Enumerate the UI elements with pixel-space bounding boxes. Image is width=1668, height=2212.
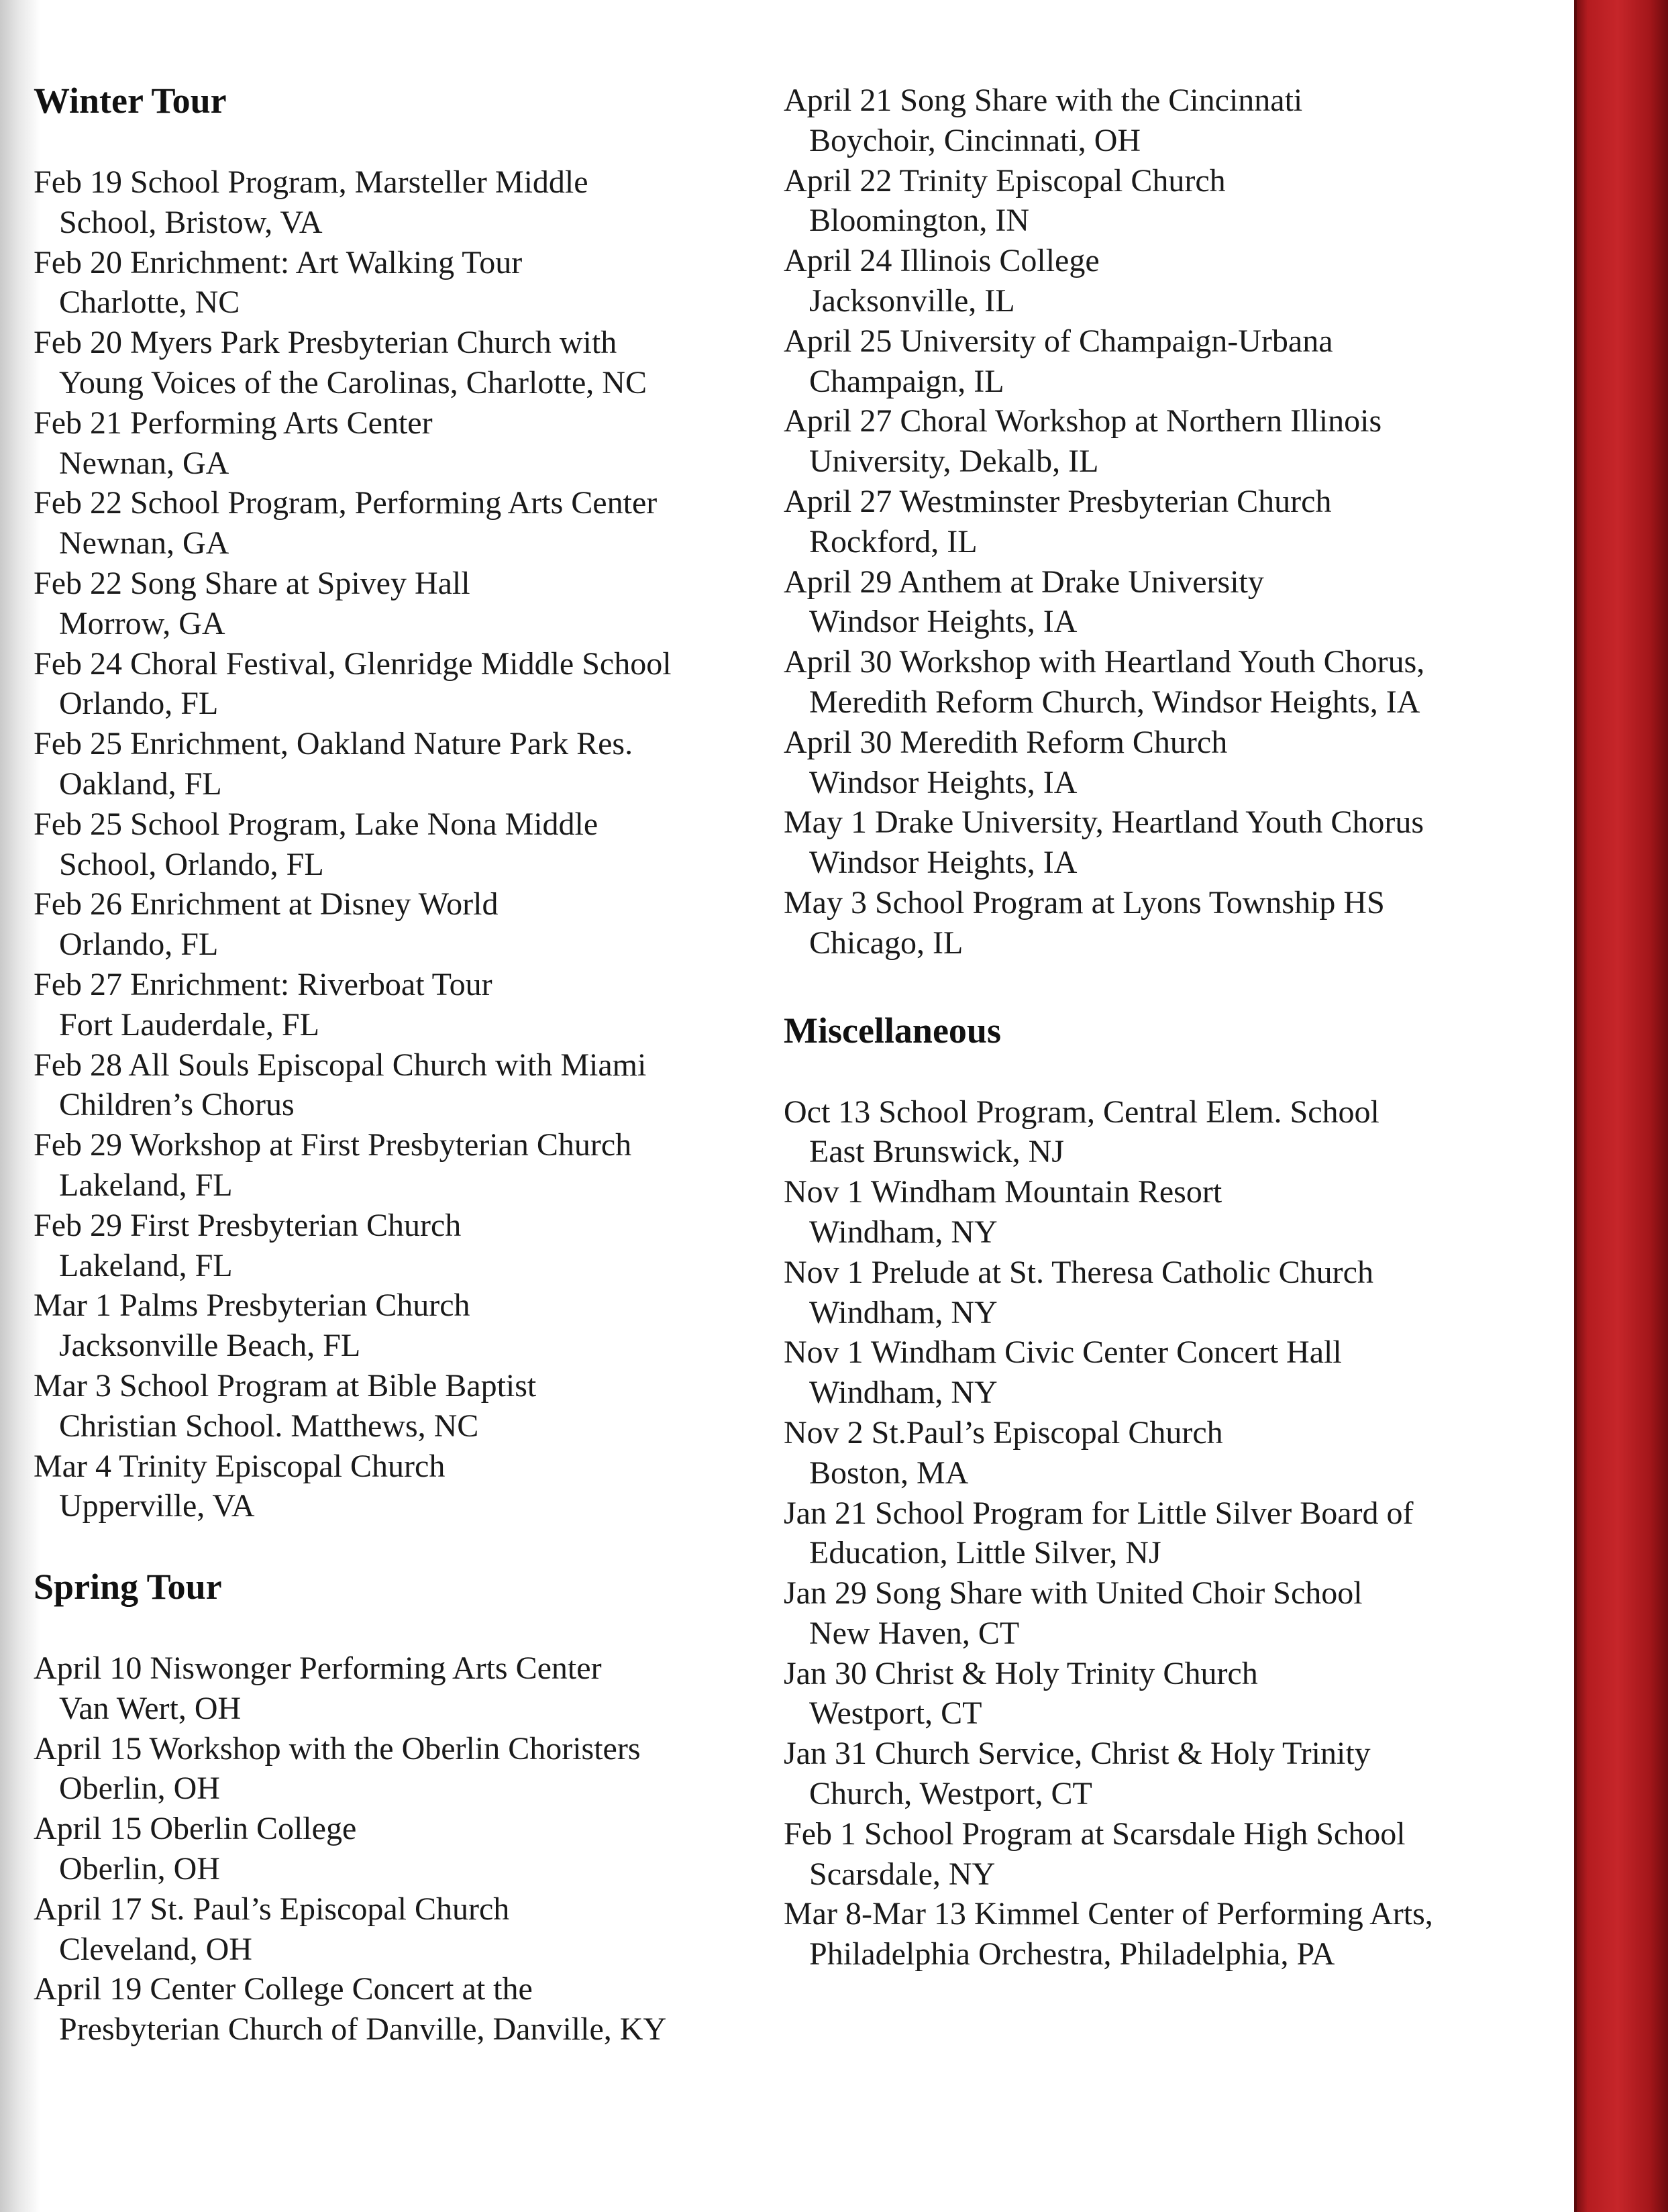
entry-first-line	[784, 1573, 1555, 1614]
entry-date: April 21	[784, 83, 892, 118]
schedule-entry	[34, 483, 745, 564]
entry-location: Newnan, GA	[59, 445, 229, 481]
entry-first-line	[784, 723, 1555, 763]
schedule-entry	[784, 1253, 1555, 1333]
entry-first-line	[34, 1889, 745, 1930]
schedule-entry	[34, 1125, 745, 1206]
entry-location: Newnan, GA	[59, 525, 229, 562]
entry-location: School, Orlando, FL	[59, 846, 324, 882]
entry-first-line	[34, 1729, 745, 1769]
schedule-entry	[34, 1206, 745, 1286]
entry-first-line	[34, 1969, 745, 2009]
entry-first-line	[784, 241, 1555, 281]
entry-location: Morrow, GA	[59, 605, 225, 641]
entry-event: Choral Festival, Glenridge Middle School	[130, 645, 672, 682]
entry-location: Cleveland, OH	[59, 1931, 252, 1967]
schedule-entry	[34, 1889, 745, 1970]
entry-location: Windham, NY	[809, 1294, 998, 1330]
entry-location: Champaign, IL	[809, 363, 1004, 399]
entry-event: Workshop with the Oberlin Choristers	[149, 1730, 641, 1767]
entry-event: Center College Concert at the	[150, 1971, 533, 2007]
entry-first-line	[34, 243, 745, 283]
entry-list	[34, 162, 745, 1526]
section-spring-tour	[34, 1567, 745, 2050]
schedule-entry	[34, 724, 745, 804]
entry-first-line	[784, 1253, 1555, 1293]
entry-event: Trinity Episcopal Church	[119, 1448, 446, 1484]
entry-event: School Program at Scarsdale High School	[864, 1815, 1406, 1852]
entry-location: Fort Lauderdale, FL	[59, 1006, 319, 1043]
schedule-entry	[34, 1285, 745, 1366]
entry-date: Feb 29	[34, 1127, 122, 1163]
entry-event: Trinity Episcopal Church	[899, 162, 1226, 199]
schedule-entry	[784, 642, 1555, 723]
schedule-entry	[784, 482, 1555, 562]
schedule-entry	[784, 1092, 1555, 1173]
entry-location: Boston, MA	[809, 1455, 969, 1491]
entry-date: Nov 1	[784, 1334, 864, 1371]
entry-date: Jan 21	[784, 1495, 867, 1531]
entry-first-line	[34, 1809, 745, 1849]
entry-date: April 27	[784, 483, 892, 519]
entry-event: School Program at Bible Baptist	[119, 1367, 537, 1404]
entry-first-line	[34, 1366, 745, 1406]
entry-event: Westminster Presbyterian Church	[899, 483, 1332, 519]
entry-event: Workshop at First Presbyterian Church	[129, 1127, 632, 1163]
schedule-entry	[784, 81, 1555, 161]
entry-date: Feb 25	[34, 806, 122, 842]
entry-location: Presbyterian Church of Danville, Danville, KY	[59, 2011, 667, 2048]
section-title: Miscellaneous	[784, 1010, 1001, 1051]
schedule-entry	[784, 562, 1555, 643]
entry-date: Jan 31	[784, 1736, 867, 1772]
entry-event: Meredith Reform Church	[900, 724, 1228, 760]
entry-date: Feb 22	[34, 565, 122, 601]
entry-date: Feb 1	[784, 1815, 856, 1852]
entry-location: Young Voices of the Carolinas, Charlotte, NC	[59, 364, 647, 401]
entry-event: University of Champaign-Urbana	[900, 323, 1333, 359]
entry-location: Windsor Heights, IA	[809, 604, 1078, 640]
entry-first-line	[34, 564, 745, 604]
entry-location: Oakland, FL	[59, 766, 222, 802]
entry-date: Feb 20	[34, 325, 122, 361]
entry-first-line	[784, 1172, 1555, 1212]
entry-event: St.Paul’s Episcopal Church	[871, 1414, 1223, 1451]
schedule-entry	[784, 1654, 1555, 1734]
entry-first-line	[784, 802, 1555, 843]
entry-location: Education, Little Silver, NJ	[809, 1535, 1161, 1571]
entry-location: Windsor Heights, IA	[809, 764, 1078, 800]
entry-first-line	[34, 1285, 745, 1326]
entry-first-line	[784, 321, 1555, 362]
entry-date: Mar 3	[34, 1367, 111, 1404]
right-column	[784, 81, 1555, 2015]
entry-location: Lakeland, FL	[59, 1247, 233, 1283]
entry-date: Feb 26	[34, 886, 122, 923]
schedule-entry	[34, 1045, 745, 1126]
entry-event: School Program at Lyons Township HS	[874, 884, 1385, 920]
entry-first-line	[784, 642, 1555, 682]
entry-first-line	[34, 644, 745, 684]
entry-date: May 3	[784, 884, 867, 920]
entry-event: Song Share at Spivey Hall	[130, 565, 470, 601]
schedule-entry	[784, 161, 1555, 242]
entry-date: Mar 8-Mar 13	[784, 1896, 966, 1932]
entry-event: Palms Presbyterian Church	[119, 1287, 470, 1324]
entry-date: Nov 1	[784, 1254, 864, 1290]
section-title: Winter Tour	[34, 81, 227, 121]
entry-location: Charlotte, NC	[59, 284, 240, 321]
schedule-entry	[784, 321, 1555, 402]
schedule-entry	[34, 1648, 745, 1729]
entry-first-line	[34, 323, 745, 363]
schedule-entry	[34, 243, 745, 323]
schedule-entry	[34, 1446, 745, 1527]
entry-date: Jan 29	[784, 1575, 867, 1612]
entry-location: Orlando, FL	[59, 927, 219, 963]
entry-event: Performing Arts Center	[130, 405, 433, 441]
entry-list	[34, 1648, 745, 2050]
entry-date: Feb 24	[34, 645, 122, 682]
entry-event: Illinois College	[900, 243, 1100, 279]
entry-first-line	[784, 1332, 1555, 1373]
entry-date: Nov 1	[784, 1174, 864, 1210]
schedule-entry	[34, 564, 745, 644]
entry-location: Jacksonville Beach, FL	[59, 1328, 361, 1364]
entry-location: University, Dekalb, IL	[809, 443, 1099, 480]
schedule-entry	[34, 162, 745, 243]
entry-first-line	[34, 162, 745, 203]
entry-first-line	[784, 1413, 1555, 1453]
entry-location: School, Bristow, VA	[59, 204, 323, 240]
entry-location: Upperville, VA	[59, 1488, 255, 1524]
entry-event: Workshop with Heartland Youth Chorus,	[899, 644, 1425, 680]
entry-location: Lakeland, FL	[59, 1167, 233, 1203]
entry-date: Feb 27	[34, 966, 122, 1002]
entry-first-line	[34, 1206, 745, 1246]
entry-first-line	[784, 1092, 1555, 1133]
schedule-entry	[784, 1573, 1555, 1654]
entry-date: Feb 19	[34, 164, 122, 200]
entry-event: Choral Workshop at Northern Illinois	[900, 403, 1382, 439]
entry-location: Meredith Reform Church, Windsor Heights, IA	[809, 684, 1420, 720]
entry-location: Scarsdale, NY	[809, 1856, 996, 1892]
entry-date: April 25	[784, 323, 892, 359]
entry-location: Orlando, FL	[59, 686, 219, 722]
entry-location: New Haven, CT	[809, 1615, 1020, 1651]
entry-first-line	[784, 401, 1555, 441]
entry-date: Oct 13	[784, 1094, 871, 1130]
entry-event: School Program, Marsteller Middle	[130, 164, 588, 200]
entry-event: Anthem at Drake University	[898, 564, 1264, 600]
entry-event: Drake University, Heartland Youth Chorus	[874, 804, 1424, 841]
entry-first-line	[784, 81, 1555, 121]
schedule-entry	[784, 1172, 1555, 1253]
entry-date: April 17	[34, 1891, 142, 1927]
entry-first-line	[34, 483, 745, 523]
entry-event: School Program, Performing Arts Center	[130, 485, 658, 521]
schedule-entry	[784, 1734, 1555, 1814]
entry-first-line	[34, 884, 745, 925]
entry-event: Song Share with the Cincinnati	[900, 83, 1303, 118]
schedule-entry	[784, 241, 1555, 321]
entry-location: Windsor Heights, IA	[809, 845, 1078, 881]
entry-date: April 27	[784, 403, 892, 439]
schedule-entry	[34, 1366, 745, 1446]
entry-date: Feb 20	[34, 244, 122, 280]
schedule-entry	[784, 723, 1555, 803]
entry-first-line	[784, 482, 1555, 522]
entry-first-line	[784, 562, 1555, 602]
entry-first-line	[784, 1493, 1555, 1534]
entry-date: Feb 29	[34, 1207, 122, 1243]
entry-date: Feb 28	[34, 1047, 122, 1083]
entry-date: April 29	[784, 564, 892, 600]
schedule-entry	[34, 644, 745, 725]
entry-location: Boychoir, Cincinnati, OH	[809, 122, 1141, 158]
schedule-entry	[784, 401, 1555, 482]
entry-date: April 30	[784, 724, 892, 760]
entry-first-line	[34, 1125, 745, 1165]
schedule-entry	[34, 884, 745, 965]
schedule-entry	[784, 1413, 1555, 1493]
entry-event: Enrichment: Riverboat Tour	[130, 966, 492, 1002]
section-winter-tour	[34, 81, 745, 1526]
entry-first-line	[784, 1654, 1555, 1694]
book-spine	[1577, 0, 1668, 2212]
schedule-entry	[34, 1729, 745, 1809]
entry-location: Oberlin, OH	[59, 1851, 220, 1887]
entry-location: Christian School. Matthews, NC	[59, 1408, 479, 1444]
entry-date: April 30	[784, 644, 892, 680]
schedule-entry	[784, 1814, 1555, 1895]
section-miscellaneous	[784, 1010, 1555, 1975]
entry-date: April 24	[784, 243, 892, 279]
entry-first-line	[784, 883, 1555, 923]
entry-date: Mar 1	[34, 1287, 111, 1324]
entry-date: Feb 25	[34, 726, 122, 762]
entry-first-line	[34, 1648, 745, 1689]
entry-event: All Souls Episcopal Church with Miami	[128, 1047, 647, 1083]
entry-event: Enrichment: Art Walking Tour	[130, 244, 523, 280]
entry-event: Prelude at St. Theresa Catholic Church	[871, 1254, 1373, 1290]
entry-event: Church Service, Christ & Holy Trinity	[874, 1736, 1371, 1772]
schedule-entry	[34, 1969, 745, 2050]
schedule-entry	[34, 323, 745, 403]
entry-event: First Presbyterian Church	[130, 1207, 462, 1243]
entry-location: Children’s Chorus	[59, 1087, 295, 1123]
entry-event: Kimmel Center of Performing Arts,	[974, 1896, 1433, 1932]
entry-first-line	[34, 403, 745, 443]
entry-first-line	[784, 1734, 1555, 1774]
schedule-entry	[784, 1332, 1555, 1413]
entry-first-line	[34, 1045, 745, 1086]
schedule-entry	[34, 804, 745, 885]
entry-date: April 15	[34, 1811, 142, 1847]
entry-event: Song Share with United Choir School	[874, 1575, 1363, 1612]
entry-date: April 19	[34, 1971, 142, 2007]
entry-date: Nov 2	[784, 1414, 864, 1451]
entry-event: School Program, Lake Nona Middle	[130, 806, 598, 842]
entry-list	[784, 81, 1555, 963]
entry-location: Bloomington, IN	[809, 203, 1030, 239]
entry-location: Oberlin, OH	[59, 1771, 220, 1807]
entry-date: Mar 4	[34, 1448, 111, 1484]
entry-event: Oberlin College	[150, 1811, 357, 1847]
schedule-entry	[784, 1493, 1555, 1574]
entry-event: Windham Civic Center Concert Hall	[870, 1334, 1342, 1371]
entry-event: St. Paul’s Episcopal Church	[150, 1891, 510, 1927]
entry-first-line	[34, 724, 745, 764]
entry-event: School Program, Central Elem. School	[878, 1094, 1379, 1130]
entry-location: East Brunswick, NJ	[809, 1134, 1064, 1170]
entry-date: April 15	[34, 1730, 142, 1767]
entry-location: Jacksonville, IL	[809, 282, 1015, 319]
entry-date: April 10	[34, 1650, 142, 1687]
entry-event: Myers Park Presbyterian Church with	[130, 325, 617, 361]
entry-date: Jan 30	[784, 1655, 867, 1691]
entry-date: May 1	[784, 804, 867, 841]
entry-location: Windham, NY	[809, 1214, 998, 1250]
entry-event: Niswonger Performing Arts Center	[150, 1650, 602, 1687]
entry-event: Windham Mountain Resort	[870, 1174, 1222, 1210]
schedule-entry	[784, 883, 1555, 963]
schedule-entry	[784, 802, 1555, 883]
entry-first-line	[784, 1894, 1555, 1934]
entry-date: April 22	[784, 162, 892, 199]
entry-location: Chicago, IL	[809, 925, 963, 961]
schedule-entry	[34, 1809, 745, 1889]
entry-first-line	[34, 1446, 745, 1487]
entry-location: Van Wert, OH	[59, 1690, 242, 1726]
entry-first-line	[784, 161, 1555, 201]
entry-date: Feb 22	[34, 485, 122, 521]
entry-location: Church, Westport, CT	[809, 1776, 1092, 1812]
entry-event: Enrichment at Disney World	[130, 886, 499, 923]
section-title: Spring Tour	[34, 1567, 222, 1608]
entry-location: Windham, NY	[809, 1375, 998, 1411]
schedule-entry	[784, 1894, 1555, 1974]
entry-first-line	[34, 804, 745, 845]
entry-first-line	[784, 1814, 1555, 1854]
entry-first-line	[34, 965, 745, 1005]
entry-date: Feb 21	[34, 405, 122, 441]
left-column	[34, 81, 745, 2090]
section-spring-tour-continued	[784, 81, 1555, 963]
entry-event: Christ & Holy Trinity Church	[874, 1655, 1258, 1691]
entry-location: Philadelphia Orchestra, Philadelphia, PA	[809, 1936, 1335, 1972]
entry-location: Westport, CT	[809, 1695, 982, 1732]
schedule-entry	[34, 965, 745, 1045]
entry-event: School Program for Little Silver Board of	[874, 1495, 1414, 1531]
schedule-entry	[34, 403, 745, 484]
entry-location: Rockford, IL	[809, 523, 978, 560]
entry-event: Enrichment, Oakland Nature Park Res.	[130, 726, 633, 762]
entry-list	[784, 1092, 1555, 1975]
